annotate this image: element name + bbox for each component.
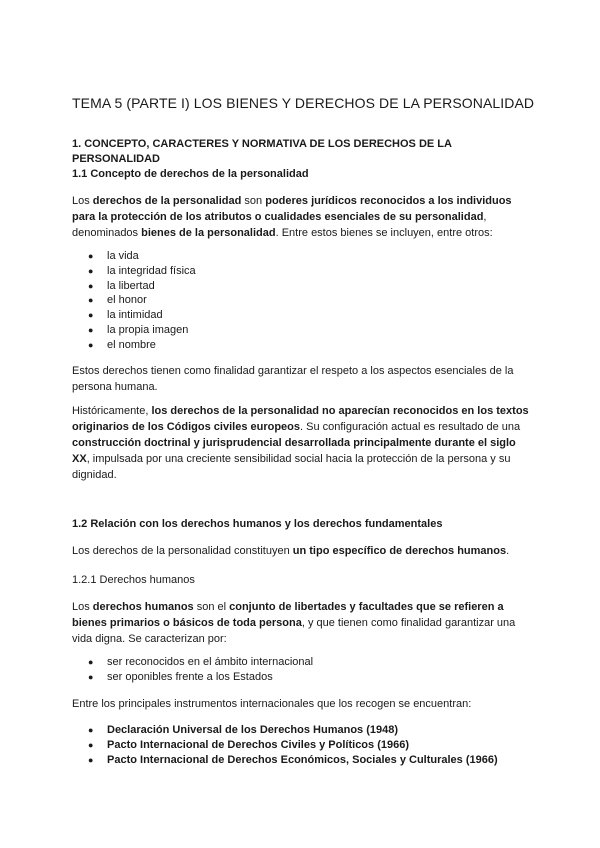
list-item	[72, 655, 313, 670]
bienes-list	[72, 249, 196, 353]
text-run: , y que tienen como finalidad garantizar una vida digna. Se caracterizan por:	[72, 617, 516, 645]
bullet-icon: ●	[88, 725, 94, 735]
list-item	[72, 723, 498, 738]
list-item	[72, 338, 196, 353]
bullet-icon: ●	[88, 310, 94, 321]
bullet-icon: ●	[88, 671, 94, 682]
document-title: TEMA 5 (PARTE I) LOS BIENES Y DERECHOS DE LA PERSONALIDAD	[72, 95, 535, 111]
list-item	[72, 753, 498, 768]
bold-run: conjunto de libertades y facultades que se refieren a bienes primarios o básicos de toda persona	[72, 601, 504, 629]
list-item-text: el honor	[107, 294, 147, 307]
paragraph-derechos-humanos	[72, 599, 532, 647]
paragraph-instrumentos: Entre los principales instrumentos internacionales que los recogen se encuentran:	[72, 698, 472, 710]
bullet-icon: ●	[88, 251, 94, 261]
list-item-text: ser reconocidos en el ámbito internacional	[107, 656, 314, 668]
list-item-text: el nombre	[107, 338, 156, 351]
list-item-text: la integridad física	[107, 264, 196, 277]
text-run: son el	[193, 601, 230, 613]
list-item	[72, 670, 313, 685]
bullet-icon: ●	[88, 657, 94, 667]
paragraph-finalidad: Estos derechos tienen como finalidad garantizar el respeto a los aspectos esenciales de la persona humana.	[72, 365, 514, 393]
bullet-icon: ●	[88, 755, 94, 765]
text-run: .	[506, 545, 510, 557]
list-item	[72, 249, 196, 264]
text-run: , denominados	[72, 211, 487, 239]
list-item-text: la intimidad	[107, 309, 163, 322]
text-run: . Su configuración actual es resultado de una	[300, 421, 521, 433]
instrumentos-list	[72, 723, 498, 768]
bullet-icon: ●	[88, 265, 94, 276]
paragraph-historia	[72, 403, 532, 483]
text-run: Los	[72, 601, 93, 613]
bullet-icon: ●	[88, 324, 94, 335]
text-run: Los derechos de la personalidad constituyen	[72, 545, 293, 557]
list-item	[72, 279, 196, 294]
text-run: Los	[72, 195, 93, 207]
list-item	[72, 264, 196, 279]
subsection-1-1-heading: 1.1 Concepto de derechos de la personalidad	[72, 168, 309, 180]
list-item-text: Pacto Internacional de Derechos Económicos, Sociales y Culturales (1966)	[107, 754, 498, 766]
text-run: son	[241, 195, 266, 207]
list-item-text: ser oponibles frente a los Estados	[107, 670, 273, 683]
section-1-heading: 1. CONCEPTO, CARACTERES Y NORMATIVA DE LOS DERECHOS DE LA PERSONALIDAD	[72, 138, 452, 165]
text-run: , impulsada por una creciente sensibilidad social hacia la protección de la persona y su dignidad.	[72, 453, 511, 481]
list-item	[72, 308, 196, 323]
bold-run: un tipo específico de derechos humanos	[292, 545, 507, 557]
caracteristicas-list	[72, 655, 313, 685]
list-item	[72, 323, 196, 338]
bold-run: derechos humanos	[92, 601, 194, 613]
list-item-text: la libertad	[107, 279, 155, 292]
list-item-text: la propia imagen	[107, 323, 189, 336]
bullet-icon: ●	[88, 280, 94, 291]
bold-run: bienes de la personalidad	[141, 227, 276, 239]
subsection-1-2-1-heading: 1.2.1 Derechos humanos	[72, 574, 195, 586]
bullet-icon: ●	[88, 295, 94, 306]
bold-run: construcción doctrinal y jurisprudencial desarrollada principalmente durante el siglo XX	[72, 437, 516, 465]
list-item	[72, 293, 196, 308]
bold-run: poderes jurídicos reconocidos a los individuos para la protección de los atributos o cualidades esenciales de su personalidad	[72, 195, 512, 223]
list-item	[72, 738, 498, 753]
list-item-text: Pacto Internacional de Derechos Civiles y Políticos (1966)	[107, 739, 410, 751]
bullet-icon: ●	[88, 740, 94, 750]
list-item-text: Declaración Universal de los Derechos Humanos (1948)	[107, 724, 399, 736]
bold-run: los derechos de la personalidad no aparecían reconocidos en los textos originarios de los Códigos civiles europeos	[72, 405, 529, 433]
paragraph-relacion	[72, 543, 532, 559]
subsection-1-2-heading: 1.2 Relación con los derechos humanos y los derechos fundamentales	[72, 518, 443, 530]
text-run: . Entre estos bienes se incluyen, entre otros:	[275, 227, 493, 239]
text-run: Históricamente,	[72, 405, 152, 417]
paragraph-concepto	[72, 193, 532, 241]
bullet-icon: ●	[88, 339, 94, 350]
bold-run: derechos de la personalidad	[92, 195, 242, 207]
list-item-text: la vida	[107, 250, 139, 262]
